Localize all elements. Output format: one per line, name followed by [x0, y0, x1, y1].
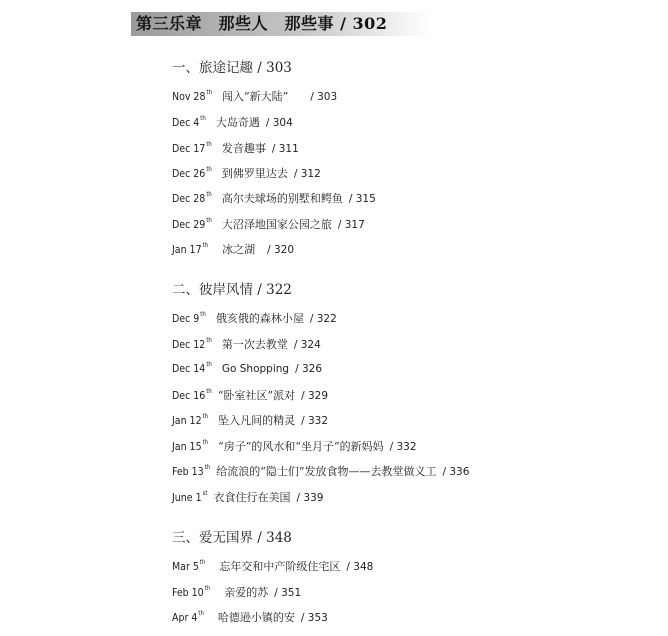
entry-title: 坠入凡间的精灵 — [218, 414, 296, 427]
toc-entry[interactable] — [172, 190, 376, 206]
entry-page: / 312 — [293, 168, 321, 180]
entry-title: 给流浪的“隐士们”发放食物——去教堂做义工 — [216, 465, 437, 478]
entry-page: / 336 — [442, 466, 470, 478]
section-heading-travel: 一、旅途记趣 / 303 — [172, 60, 292, 76]
entry-date: Mar 5th — [172, 559, 206, 573]
toc-entry[interactable] — [172, 558, 373, 574]
entry-page: / 317 — [337, 219, 365, 231]
entry-date: Jan 17th — [172, 242, 209, 256]
toc-entry[interactable] — [172, 584, 301, 600]
entry-date: Apr 4th — [172, 610, 204, 624]
entry-page: / 353 — [300, 612, 328, 624]
toc-entry[interactable] — [172, 463, 469, 479]
entry-page: / 315 — [348, 193, 376, 205]
entry-date: June 1st — [172, 490, 208, 504]
entry-page: / 311 — [271, 143, 299, 155]
entry-page: / 332 — [389, 441, 417, 453]
entry-date: Dec 28th — [172, 191, 212, 205]
entry-date: Dec 16th — [172, 388, 212, 402]
toc-entry[interactable] — [172, 412, 328, 428]
entry-title: 到佛罗里达去 — [221, 167, 288, 180]
entry-title: “卧室社区”派对 — [217, 389, 296, 402]
entry-title: 俄亥俄的森林小屋 — [215, 312, 304, 325]
toc-entry[interactable] — [172, 489, 323, 505]
section-heading-abroad: 二、彼岸风情 / 322 — [172, 282, 292, 298]
entry-page: / 320 — [267, 244, 295, 256]
entry-date: Dec 4th — [172, 115, 206, 129]
entry-page: / 304 — [265, 117, 293, 129]
entry-title: 亲爱的苏 — [224, 586, 269, 599]
entry-page: / 348 — [346, 561, 374, 573]
toc-entry[interactable] — [172, 310, 337, 326]
entry-page: / 339 — [296, 492, 324, 504]
entry-date: Jan 15th — [172, 439, 209, 453]
entry-title: 闯入“新大陆” — [222, 90, 289, 103]
chapter-title: 第三乐章 那些人 那些事 / 302 — [136, 14, 388, 33]
toc-entry[interactable] — [172, 438, 417, 454]
entry-date: Nov 28th — [172, 89, 212, 103]
toc-entry[interactable] — [172, 387, 328, 403]
toc-entry[interactable] — [172, 609, 328, 625]
entry-title: 哈德逊小镇的安 — [217, 611, 295, 624]
entry-title: 冰之湖 — [222, 243, 256, 256]
entry-page: / 329 — [301, 390, 329, 402]
entry-date: Dec 9th — [172, 311, 206, 325]
entry-page: / 326 — [295, 363, 322, 375]
entry-date: Feb 10th — [172, 585, 211, 599]
toc-entry[interactable] — [172, 241, 294, 257]
toc-entry[interactable] — [172, 216, 365, 232]
entry-title: Go Shopping — [221, 363, 290, 375]
entry-title: 第一次去教堂 — [221, 338, 288, 351]
toc-entry[interactable] — [172, 88, 337, 104]
entry-page: / 332 — [301, 415, 329, 427]
entry-page: / 303 — [310, 91, 338, 103]
entry-title: 发音趣事 — [221, 142, 266, 155]
entry-page: / 324 — [293, 339, 321, 351]
entry-date: Dec 29th — [172, 217, 212, 231]
section-heading-love: 三、爱无国界 / 348 — [172, 530, 292, 546]
toc-entry[interactable] — [172, 140, 299, 156]
toc-entry[interactable] — [172, 165, 321, 181]
toc-entry[interactable] — [172, 336, 321, 352]
entry-date: Dec 26th — [172, 166, 212, 180]
entry-title: “房子”的风水和“坐月子”的新妈妈 — [218, 440, 384, 453]
entry-page: / 351 — [274, 587, 302, 599]
entry-date: Dec 12th — [172, 337, 212, 351]
toc-entry[interactable] — [172, 114, 293, 130]
entry-title: 衣食住行在美国 — [213, 491, 291, 504]
entry-date: Dec 14th — [172, 361, 212, 375]
toc-entry[interactable] — [172, 361, 322, 375]
entry-title: 忘年交和中产阶级住宅区 — [219, 560, 341, 573]
entry-date: Dec 17th — [172, 141, 212, 155]
entry-title: 大岛奇遇 — [215, 116, 260, 129]
entry-date: Jan 12th — [172, 413, 209, 427]
entry-page: / 322 — [309, 313, 337, 325]
entry-date: Feb 13th — [172, 464, 211, 478]
entry-title: 大沼泽地国家公园之旅 — [221, 218, 332, 231]
entry-title: 高尔夫球场的别墅和鳄鱼 — [221, 192, 343, 205]
